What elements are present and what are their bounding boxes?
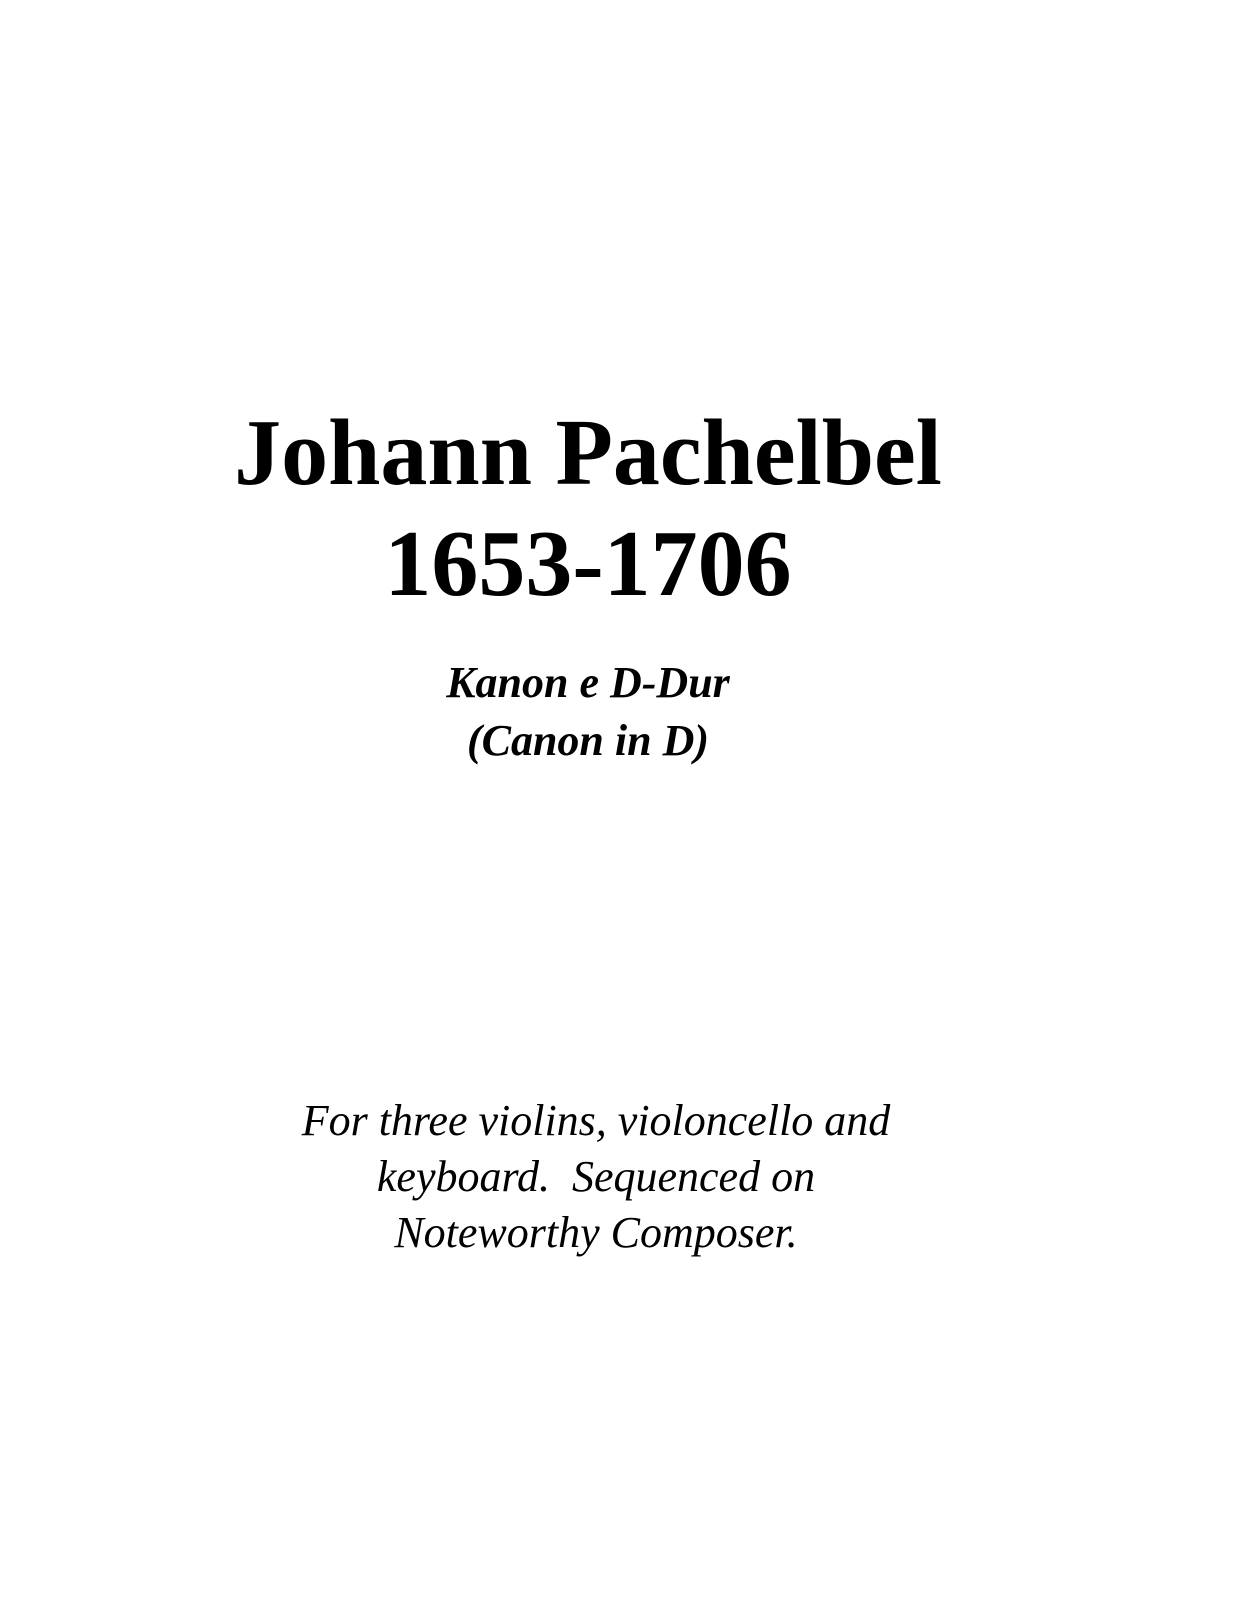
work-title: Kanon e D-Dur <box>446 658 730 707</box>
composer-name: Johann Pachelbel <box>234 401 942 505</box>
description-line: keyboard. Sequenced on <box>376 1152 816 1201</box>
description-line: For three violins, violoncello and <box>301 1096 891 1145</box>
description-line: Noteworthy Composer. <box>394 1208 798 1257</box>
work-subtitle: (Canon in D) <box>466 716 710 765</box>
composer-dates: 1653-1706 <box>384 512 792 616</box>
